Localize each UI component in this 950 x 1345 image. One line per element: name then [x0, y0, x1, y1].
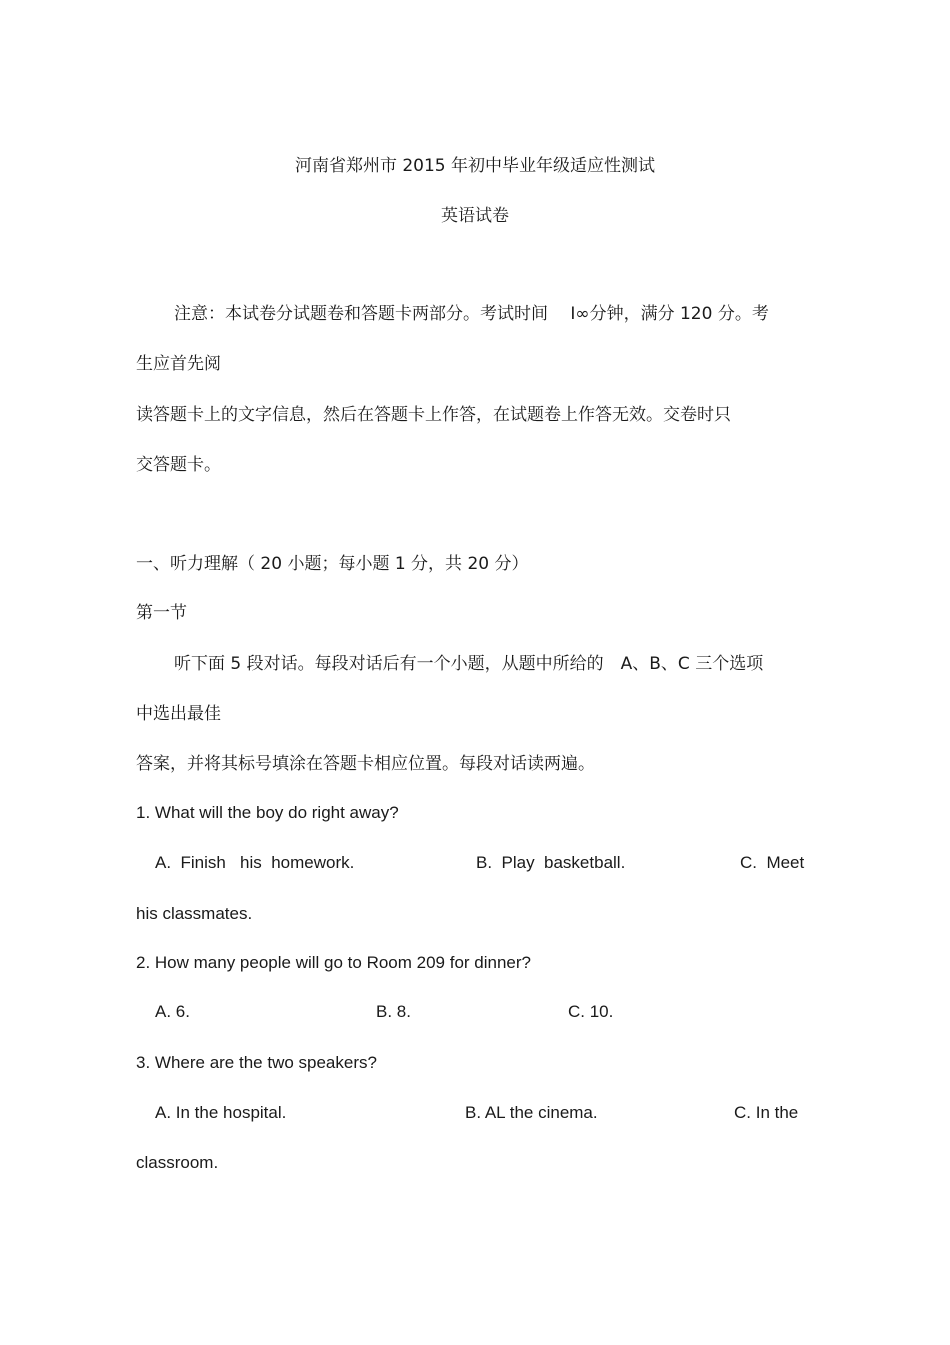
question-2-option-a: A. 6. [155, 1002, 190, 1021]
question-2-option-c: C. 10. [568, 1002, 614, 1021]
part-heading: 第一节 [136, 603, 187, 623]
question-2-stem: 2. How many people will go to Room 209 for dinner? [136, 953, 531, 972]
question-1-stem: 1. What will the boy do right away? [136, 803, 399, 822]
question-3-option-a: A. In the hospital. [155, 1103, 287, 1122]
instructions-line-1: 听下面 5 段对话。每段对话后有一个小题，从题中所给的 A、B、C 三个选项 [174, 654, 764, 674]
question-3-continuation: classroom. [136, 1153, 219, 1172]
question-2-option-b: B. 8. [376, 1002, 411, 1021]
notice-line-4: 交答题卡。 [136, 455, 221, 475]
instructions-line-3: 答案，并将其标号填涂在答题卡相应位置。每段对话读两遍。 [136, 754, 595, 774]
question-3-option-c: C. In the [734, 1103, 799, 1122]
question-3-stem: 3. Where are the two speakers? [136, 1053, 377, 1072]
question-1-continuation: his classmates. [136, 904, 253, 923]
section-heading: 一、听力理解（ 20 小题；每小题 1 分，共 20 分） [136, 554, 529, 574]
question-1-option-a: A. Finish his homework. [155, 853, 355, 872]
notice-line-2: 生应首先阅 [136, 354, 221, 374]
instructions-line-2: 中选出最佳 [136, 704, 221, 724]
question-1-option-b: B. Play basketball. [476, 853, 626, 872]
question-3-option-b: B. AL the cinema. [465, 1103, 598, 1122]
exam-title: 河南省郑州市 2015 年初中毕业年级适应性测试 [294, 156, 656, 176]
notice-line-1: 注意：本试卷分试题卷和答题卡两部分。考试时间 I∞分钟，满分 120 分。考 [174, 304, 769, 324]
question-1-option-c: C. Meet [740, 853, 805, 872]
exam-subtitle: 英语试卷 [441, 206, 509, 226]
notice-line-3: 读答题卡上的文字信息，然后在答题卡上作答，在试题卷上作答无效。交卷时只 [136, 405, 731, 425]
